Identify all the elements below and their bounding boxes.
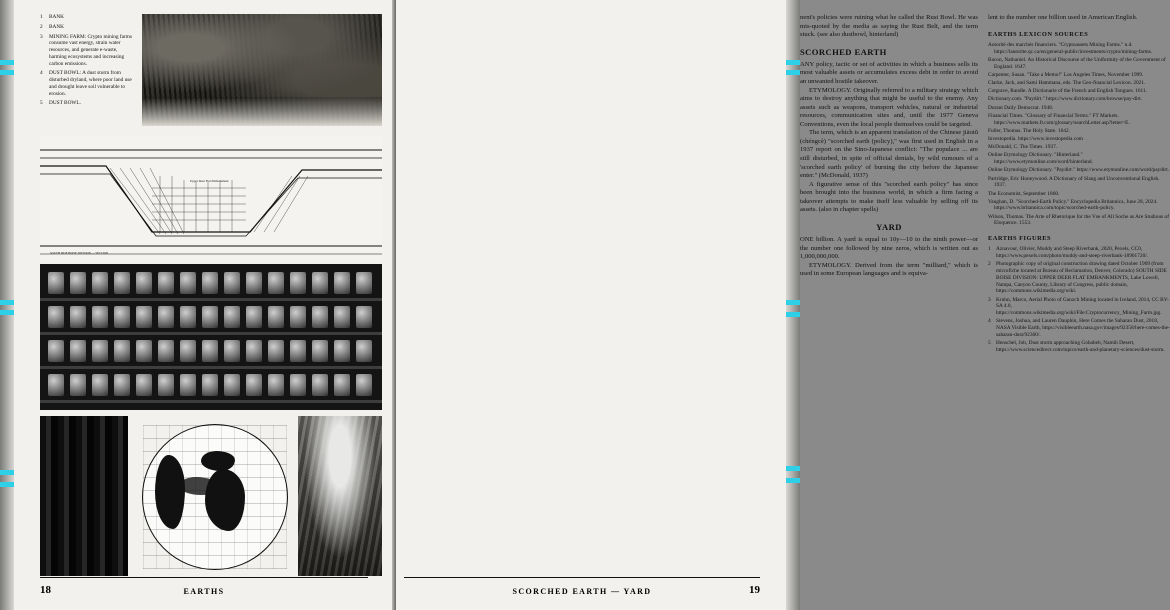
figure-number: 5	[988, 339, 991, 346]
section-drawing	[40, 136, 382, 260]
svg-text:Upper Deer Flat Embankment: Upper Deer Flat Embankment	[190, 179, 229, 183]
right-page	[396, 0, 1170, 610]
landmass-africa	[205, 469, 245, 531]
landmass-americas	[155, 455, 185, 529]
right-footer-rule	[404, 577, 760, 578]
legend-number: 4	[40, 70, 43, 77]
dust-strip-photograph	[40, 416, 128, 576]
figure-credit-text: Stevens, Joshua, and Lauren Dauphin, Here Comes the Saharan Dust, 2018, NASA Visible Earth, https://visibleearth.nasa.gov/images/92358/here-comes-the-saharan-dust/92360/.	[996, 318, 1170, 338]
rock-face-photograph	[142, 14, 382, 126]
valley-section-diagram	[40, 136, 382, 260]
left-running-head: EARTHS	[183, 587, 225, 596]
figure-number: 4	[988, 318, 991, 325]
registration-mark-left-5	[0, 482, 14, 487]
registration-mark-left-3	[0, 310, 14, 315]
source-entry: Investopedia. https://www.investopedia.com	[988, 136, 1083, 143]
etymology-text: Originally referred to a military strategy which aims to destroy anything that might be useful to the enemy. Any assets such as weapons, transport vehicles, natural or industrial resources, communication sites and, until the 1977 Geneva Conventions, even the local people themselves could be targeted.	[800, 86, 978, 128]
figures-heading: EARTHS FIGURES	[988, 235, 1052, 243]
source-entry: Online Etymology Dictionary. "Paydirt." https://www.etymonline.com/word/paydirt.	[988, 167, 1170, 174]
registration-mark-right-5	[786, 466, 800, 471]
registration-mark-right-2	[786, 70, 800, 75]
legend-number: 5	[40, 100, 43, 107]
left-page	[14, 0, 394, 610]
left-page-edge	[0, 0, 14, 610]
registration-mark-right-4	[786, 312, 800, 317]
right-page-edge	[786, 0, 800, 610]
source-entry: Bacon, Nathaniel. An Historical Discourse of the Uniformity of the Government of England. 1647.	[988, 56, 1166, 70]
source-entry: Partridge, Eric Honeywood. A Dictionary of Slang and Unconventional English. 1937.	[988, 175, 1160, 189]
registration-mark-right-6	[786, 478, 800, 483]
continued-paragraph-b: lent to the number one billion used in American English.	[988, 14, 1138, 21]
etymology-label: ETYMOLOGY.	[809, 261, 852, 269]
figure-number: 2	[988, 261, 991, 268]
figure-credit-text: Photographic copy of original construction drawing dated October 1909 (from microfiche located at Bureau of Reclamation, Denver, Colorado) SOUTH SIDE BOISE DIVISION: UPPER DEER FLAT EMBANKMENTS, Lake Lowell, Nampa, Canyon County, Library of Congress, public domain, https://commons.wikimedia.org/wiki.	[996, 261, 1167, 295]
globe-circle	[142, 424, 288, 570]
source-entry: Financial Times. "Glossary of Financial Terms." FT Markets. https://www.markets.ft.com/glossary/searchLetter.asp?letter=E.	[988, 112, 1130, 126]
svg-text:SOUTH SIDE BOISE DIVISION — SE: SOUTH SIDE BOISE DIVISION — SECTION	[50, 251, 109, 255]
source-entry: Autorité des marchés financiers. "Cryptoassets Mining Farms." n.d. https://lautorite.qc.ca/en/general-public/investments/crypto/mining-farms.	[988, 41, 1153, 55]
source-entry: Online Etymology Dictionary. "Hinterland." https://www.etymonline.com/word/hinterland.	[988, 152, 1093, 166]
registration-mark-right-3	[786, 300, 800, 305]
diagram-canvas	[40, 136, 382, 260]
continued-paragraph: nent's policies were ruining what he called the Rust Bowl. He was mis-quoted by the media as saying the Rust Belt, and the term stuck. (see also dustbowl, hinterland)	[800, 14, 978, 39]
source-entry: Carpenter, Susan. "Take a Memo!" Los Angeles Times, November 1999.	[988, 71, 1144, 78]
entry-definition-scorched-earth: ANY policy, tactic or set of activities in which a business sells its most valuable assets or accumulates excess debt in order to avoid an unwanted hostile takeover.	[800, 60, 978, 85]
etymology-text: Derived from the term "milliard," which is used in some European languages and is equiva-	[800, 261, 978, 278]
legend-text: DUST BOWL.	[49, 100, 81, 107]
figure-number: 1	[988, 246, 991, 253]
source-entry: Dictionary.com. "Paydirt." https://www.dictionary.com/browse/pay-dirt.	[988, 96, 1143, 103]
figure-legend	[40, 14, 136, 110]
figure-credit-text: Kruhn, Marco, Aerial Photo of Ganzch Mining located in Iceland, 2014, CC BY-SA 4.0, https://commons.wikimedia.org/wiki/File:Cryptocurrency_Mining_Farm.jpg.	[996, 296, 1169, 316]
right-running-head: SCORCHED EARTH — YARD	[512, 587, 652, 596]
dust-storm-photograph	[298, 416, 382, 576]
left-page-number: 18	[40, 584, 51, 596]
legend-number: 3	[40, 33, 43, 40]
legend-text: DUST BOWL: A dust storm from disturbed dryland, where poor land use and drought leave soil vulnerable to erosion.	[49, 70, 132, 97]
legend-number: 2	[40, 23, 43, 30]
figure-credit-text: Aznavour, Olivier, Muddy and Steep Riverbank, 2020, Pexels, CC0, https://www.pexels.com/photo/muddy-and-steep-riverbank-18901720/.	[996, 246, 1149, 260]
registration-mark-right-1	[786, 60, 800, 65]
server-rack-texture	[40, 264, 382, 410]
registration-mark-left-4	[0, 470, 14, 475]
figure-credit	[988, 340, 1170, 353]
globe-map-figure	[134, 416, 294, 576]
entry-definition-yard: ONE billion. A yard is equal to 10y—10 to the ninth power—or the number one followed by nine zeros, which is written out as 1,000,000,000.	[800, 236, 978, 261]
registration-mark-top-left	[0, 60, 14, 65]
left-footer-rule	[40, 577, 368, 578]
right-column-b	[988, 14, 1170, 355]
list-item	[40, 34, 136, 68]
storm-texture	[298, 416, 382, 576]
figure-credit	[988, 246, 1170, 259]
entry-etymology-yard	[800, 262, 978, 279]
entry-paragraph-3: A figurative sense of this "scorched earth policy" has since been brought into the business world, in which a firm facing a takeover attempts to make itself less valuable by selling off its assets. (also in chapter spells)	[800, 180, 978, 214]
sources-heading: EARTHS LEXICON SOURCES	[988, 30, 1089, 38]
list-item	[40, 100, 136, 107]
source-entry: The Economist, September 1860.	[988, 190, 1060, 197]
registration-mark-left-1	[0, 70, 14, 75]
etymology-label: ETYMOLOGY.	[809, 86, 852, 94]
list-item	[40, 24, 136, 31]
legend-text: MINING FARM: Crypto mining farms consume vast energy, strain water resources, and generate e-waste, harming ecosystems and increasing carbon emissions.	[49, 33, 132, 67]
source-entry: Cotgrave, Randle. A Dictionarie of the French and English Tongues. 1611.	[988, 88, 1148, 95]
right-page-number: 19	[749, 584, 760, 596]
dust-plume	[179, 477, 217, 495]
source-entry: Vaughan, D. "Scorched-Earth Policy." Encyclopedia Britannica, June 28, 2024. https://www.britannica.com/topic/scorched-earth-policy.	[988, 198, 1158, 212]
legend-text: BANK	[49, 23, 65, 30]
source-entry: Clarke, Jack, and Sami Hammana, eds. The Geo-financial Lexicon. 2021.	[988, 79, 1146, 86]
list-item	[40, 70, 136, 97]
source-entry: Wilson, Thomas. The Arte of Rhetorique for the Vse of All Soche as Are Studious of Eloquence. 1553.	[988, 213, 1170, 227]
source-entry: McDonald, C. The Times. 1937.	[988, 144, 1058, 151]
entry-headword-scorched-earth: SCORCHED EARTH	[800, 46, 887, 57]
landmass-europe	[201, 451, 235, 471]
figure-credit	[988, 318, 1170, 338]
figure-credit-text: Henschel, Job, Dust storm approaching Gobabeb, Namib Desert, https://www.sciencedirect.com/topics/earth-and-planetary-sciences/dust-storm.	[996, 339, 1165, 353]
figure-credit	[988, 261, 1170, 295]
registration-mark-left-2	[0, 300, 14, 305]
source-entry: Fuller, Thomas. The Holy State. 1642.	[988, 127, 1070, 134]
entry-etymology-scorched-earth	[800, 87, 978, 130]
entry-headword-yard: YARD	[876, 221, 902, 232]
right-column-a	[800, 14, 978, 279]
legend-text: BANK	[49, 14, 65, 20]
entry-paragraph-2: The term, which is an apparent translation of the Chinese jiāotǔ (chéngcè) "scorched earth (policy)," was first used in English in a 1937 report on the Sino-Japanese conflict: "The populace ... are still disturbed, in spite of official denials, by wild rumours of a 'scorched earth policy' of burning the city before the Japanese enter." (McDonald, 1937)	[800, 129, 978, 180]
figure-credit	[988, 297, 1170, 317]
rock-texture	[142, 14, 382, 126]
list-item	[40, 14, 136, 21]
legend-number: 1	[40, 14, 43, 20]
source-entry: Durant Daily Democrat. 1948.	[988, 104, 1054, 111]
figure-number: 3	[988, 296, 991, 303]
mining-farm-photograph	[40, 264, 382, 410]
strip-texture	[40, 416, 128, 576]
